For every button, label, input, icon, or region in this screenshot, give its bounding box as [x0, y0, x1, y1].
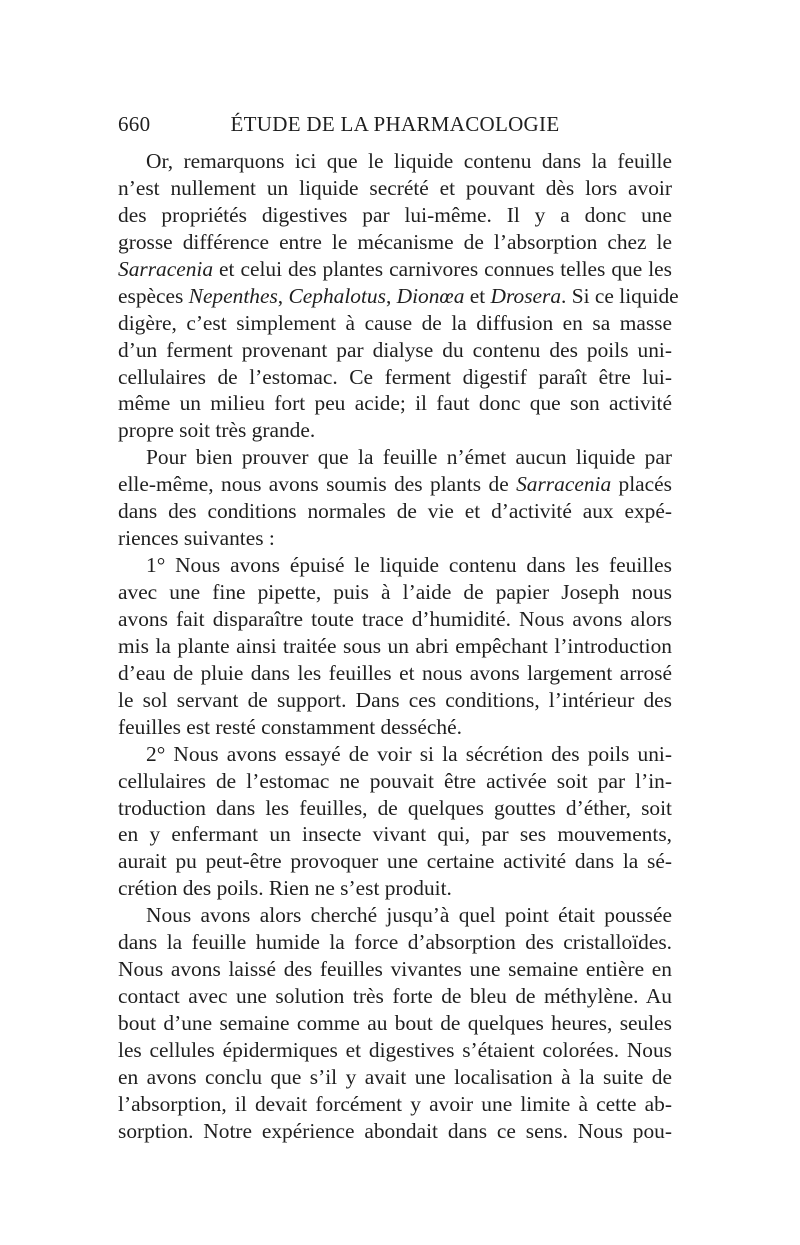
- text-line: cellulaires de l’estomac. Ce ferment digestif paraît être lui-: [118, 364, 672, 389]
- text-line: sorption. Notre expérience abondait dans ce sens. Nous pou-: [118, 1118, 672, 1143]
- text-line: d’eau de pluie dans les feuilles et nous avons largement arrosé: [118, 660, 672, 685]
- text-line: même un milieu fort peu acide; il faut donc que son activité: [118, 391, 672, 416]
- text-line: Sarracenia et celui des plantes carnivores connues telles que les: [118, 256, 672, 281]
- text-line: elle-même, nous avons soumis des plants de Sarracenia placés: [118, 472, 672, 497]
- text-line: dans la feuille humide la force d’absorption des cristalloïdes.: [118, 930, 672, 955]
- text-line: 2° Nous avons essayé de voir si la sécrétion des poils uni-: [146, 741, 672, 766]
- text-line: bout d’une semaine comme au bout de quelques heures, seules: [118, 1011, 672, 1035]
- text-line: grosse différence entre le mécanisme de l’absorption chez le: [118, 229, 672, 254]
- text-line: avec une fine pipette, puis à l’aide de papier Joseph nous: [118, 580, 672, 604]
- text-line: Nous avons laissé des feuilles vivantes une semaine entière en: [118, 957, 672, 982]
- text-line: Pour bien prouver que la feuille n’émet aucun liquide par: [146, 445, 672, 470]
- text-line: espèces Nepenthes, Cephalotus, Dionœa et Drosera. Si ce liquide: [118, 283, 679, 308]
- text-line: digère, c’est simplement à cause de la diffusion en sa masse: [118, 310, 672, 335]
- text-line: Nous avons alors cherché jusqu’à quel point était poussée: [146, 903, 672, 928]
- text-line: l’absorption, il devait forcément y avoir une limite à cette ab-: [118, 1091, 672, 1116]
- body-text: [118, 148, 679, 1145]
- text-line: propre soit très grande.: [118, 418, 316, 443]
- text-line: cellulaires de l’estomac ne pouvait être activée soit par l’in-: [118, 768, 672, 793]
- text-line: dans des conditions normales de vie et d’activité aux expé-: [118, 499, 672, 524]
- text-line: en avons conclu que s’il y avait une localisation à la suite de: [118, 1064, 672, 1089]
- page-number: 660: [118, 112, 151, 136]
- italic-term: Dionœa: [396, 283, 465, 308]
- running-title: ÉTUDE DE LA PHARMACOLOGIE: [230, 112, 560, 136]
- italic-term: Sarracenia: [118, 256, 214, 281]
- page-header: [118, 112, 672, 142]
- italic-term: Nepenthes: [188, 283, 278, 308]
- text-line: crétion des poils. Rien ne s’est produit.: [118, 876, 452, 901]
- text-line: n’est nullement un liquide secrété et pouvant dès lors avoir: [118, 175, 672, 200]
- italic-term: Cephalotus: [288, 283, 386, 308]
- text-line: feuilles est resté constamment desséché.: [118, 714, 462, 739]
- text-line: en y enfermant un insecte vivant qui, par ses mouvements,: [118, 822, 672, 847]
- text-line: mis la plante ainsi traitée sous un abri empêchant l’introduction: [118, 633, 672, 658]
- text-line: d’un ferment provenant par dialyse du contenu des poils uni-: [118, 337, 672, 362]
- text-line: contact avec une solution très forte de bleu de méthylène. Au: [118, 984, 672, 1009]
- text-line: le sol servant de support. Dans ces conditions, l’intérieur des: [118, 687, 672, 712]
- text-line: Or, remarquons ici que le liquide contenu dans la feuille: [146, 149, 672, 173]
- text-line: 1° Nous avons épuisé le liquide contenu dans les feuilles: [146, 553, 672, 578]
- text-line: avons fait disparaître toute trace d’humidité. Nous avons alors: [118, 606, 672, 631]
- text-line: aurait pu peut-être provoquer une certaine activité dans la sé-: [118, 849, 672, 874]
- italic-term: Sarracenia: [516, 472, 612, 497]
- text-line: des propriétés digestives par lui-même. Il y a donc une: [118, 202, 672, 227]
- text-line: troduction dans les feuilles, de quelques gouttes d’éther, soit: [118, 795, 672, 820]
- italic-term: Drosera: [490, 283, 562, 308]
- text-line: riences suivantes :: [118, 526, 275, 551]
- text-line: les cellules épidermiques et digestives s’étaient colorées. Nous: [118, 1037, 672, 1062]
